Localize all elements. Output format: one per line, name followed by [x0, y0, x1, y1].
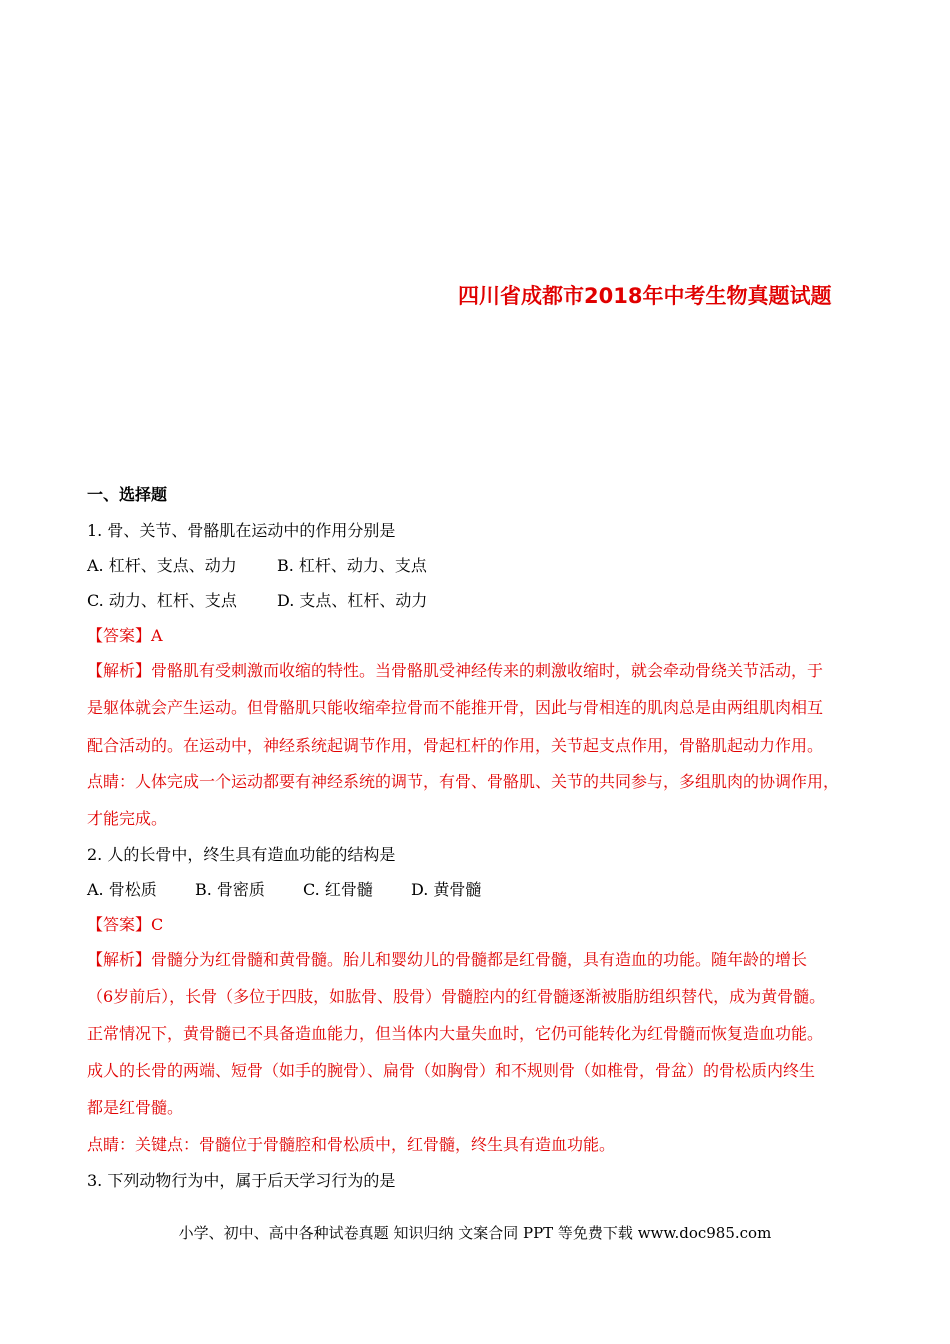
question-1-stem: 1. 骨、关节、骨骼肌在运动中的作用分别是 — [87, 521, 396, 540]
page-footer: 小学、初中、高中各种试卷真题 知识归纳 文案合同 PPT 等免费下载 www.doc985.com — [178, 1224, 772, 1242]
question-1-analysis-line: 点睛：人体完成一个运动都要有神经系统的调节，有骨、骨骼肌、关节的共同参与，多组肌肉的协调作用， — [87, 772, 840, 791]
question-2-analysis-line: 成人的长骨的两端、短骨（如手的腕骨）、扁骨（如胸骨）和不规则骨（如椎骨，骨盆）的骨松质内终生 — [87, 1061, 816, 1080]
question-1-analysis-line: 【解析】骨骼肌有受刺激而收缩的特性。当骨骼肌受神经传来的刺激收缩时，就会牵动骨绕关节活动，于 — [87, 661, 824, 680]
section-heading: 一、选择题 — [87, 485, 168, 504]
question-1-analysis-line: 才能完成。 — [87, 809, 168, 828]
question-1-analysis-line: 配合活动的。在运动中，神经系统起调节作用，骨起杠杆的作用，关节起支点作用，骨骼肌起动力作用。 — [87, 736, 824, 755]
question-2-stem: 2. 人的长骨中，终生具有造血功能的结构是 — [87, 845, 396, 864]
question-1-options-row-2 — [87, 591, 427, 611]
option-d: D. 黄骨髓 — [411, 880, 482, 899]
question-2-analysis-line: 【解析】骨髓分为红骨髓和黄骨髓。胎儿和婴幼儿的骨髓都是红骨髓，具有造血的功能。随年龄的增长 — [87, 950, 808, 969]
question-1-answer: 【答案】A — [87, 626, 163, 645]
option-c: C. 红骨髓 — [303, 880, 373, 899]
question-1-options-row-1 — [87, 556, 427, 576]
question-3-stem: 3. 下列动物行为中，属于后天学习行为的是 — [87, 1171, 396, 1190]
option-a: A. 杠杆、支点、动力 — [87, 556, 237, 575]
option-d: D. 支点、杠杆、动力 — [277, 591, 428, 610]
question-1-analysis-line: 是躯体就会产生运动。但骨骼肌只能收缩牵拉骨而不能推开骨，因此与骨相连的肌肉总是由两组肌肉相互 — [87, 698, 824, 717]
option-b: B. 骨密质 — [195, 880, 265, 899]
question-2-analysis-line: （6岁前后），长骨（多位于四肢，如肱骨、股骨）骨髓腔内的红骨髓逐渐被脂肪组织替代，成为黄骨髓。 — [87, 987, 826, 1006]
question-2-answer: 【答案】C — [87, 915, 164, 934]
option-b: B. 杠杆、动力、支点 — [277, 556, 427, 575]
question-2-analysis-line: 正常情况下，黄骨髓已不具备造血能力，但当体内大量失血时，它仍可能转化为红骨髓而恢复造血功能。 — [87, 1024, 824, 1043]
option-a: A. 骨松质 — [87, 880, 157, 899]
question-2-analysis-line: 都是红骨髓。 — [87, 1098, 184, 1117]
option-c: C. 动力、杠杆、支点 — [87, 591, 237, 610]
question-2-options — [87, 880, 481, 900]
document-title: 四川省成都市2018年中考生物真题试题 — [458, 284, 832, 308]
question-2-analysis-line: 点睛：关键点：骨髓位于骨髓腔和骨松质中，红骨髓，终生具有造血功能。 — [87, 1135, 616, 1154]
